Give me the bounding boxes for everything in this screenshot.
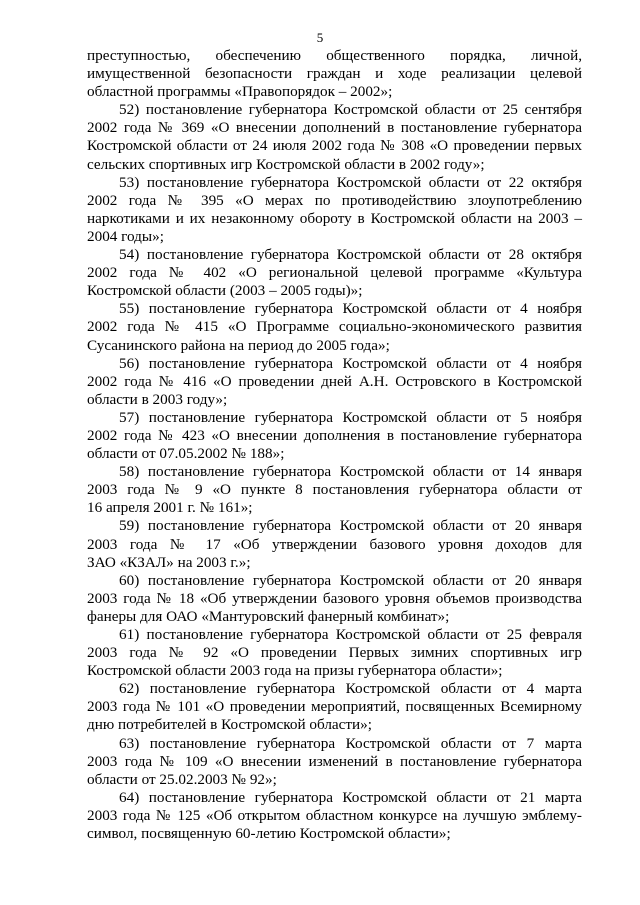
- text-line: символ, посвященную 60-летию Костромской области»;: [87, 825, 451, 843]
- text-line: 53) постановление губернатора Костромской области от 22 октября: [119, 173, 582, 191]
- text-line: 2002 года № 395 «О мерах по противодействию злоупотреблению: [87, 191, 582, 209]
- text-line: 61) постановление губернатора Костромской области от 25 февраля: [119, 626, 582, 643]
- text-line: наркотиками и их незаконному обороту в Костромской области на 2003 –: [87, 209, 582, 227]
- text-line: 2003 года № 17 «Об утверждении базового уровня доходов для: [87, 535, 582, 553]
- text-line: 62) постановление губернатора Костромской области от 4 марта: [119, 680, 582, 698]
- text-line: 2002 года № 369 «О внесении дополнений в постановление губернатора: [87, 119, 582, 137]
- text-line: Костромской области (2003 – 2005 годы)»;: [87, 282, 363, 300]
- page-number: 5: [316, 30, 324, 45]
- text-line: 57) постановление губернатора Костромской области от 5 ноября: [119, 408, 582, 426]
- text-line: областной программы «Правопорядок – 2002»;: [87, 83, 393, 101]
- text-line: области от 07.05.2002 № 188»;: [87, 445, 285, 463]
- text-line: имущественной безопасности граждан и ходе реализации целевой: [87, 65, 582, 83]
- text-line: области от 25.02.2003 № 92»;: [87, 770, 277, 788]
- text-line: 2003 года № 92 «О проведении Первых зимних спортивных игр: [87, 644, 582, 662]
- text-line: 2003 года № 101 «О проведении мероприятий, посвященных Всемирному: [87, 698, 582, 716]
- text-line: 2002 года № 416 «О проведении дней А.Н. Островского в Костромской: [87, 372, 582, 390]
- text-line: дню потребителей в Костромской области»;: [87, 716, 372, 734]
- text-line: фанеры для ОАО «Мантуровский фанерный комбинат»;: [87, 607, 450, 625]
- text-line: 2003 года № 125 «Об открытом областном конкурсе на лучшую эмблему-: [87, 806, 582, 824]
- text-line: 2002 года № 415 «О Программе социально-экономического развития: [87, 318, 582, 336]
- text-line: Костромской области 2003 года на призы губернатора области»;: [87, 662, 503, 680]
- text-line: 54) постановление губернатора Костромской области от 28 октября: [119, 246, 582, 264]
- text-line: 2003 года № 18 «Об утверждении базового уровня объемов производства: [87, 589, 582, 607]
- text-line: 55) постановление губернатора Костромской области от 4 ноября: [119, 300, 582, 318]
- text-line: 60) постановление губернатора Костромской области от 20 января: [119, 571, 582, 589]
- text-line: 16 апреля 2001 г. № 161»;: [87, 499, 253, 517]
- text-line: 2004 годы»;: [87, 227, 164, 245]
- text-line: 2002 года № 402 «О региональной целевой программе «Культура: [87, 264, 582, 282]
- document-body: [87, 47, 582, 843]
- text-line: сельских спортивных игр Костромской области в 2002 году»;: [87, 155, 485, 173]
- text-line: 63) постановление губернатора Костромской области от 7 марта: [119, 734, 582, 752]
- text-line: ЗАО «КЗАЛ» на 2003 г.»;: [87, 553, 251, 571]
- text-line: 2003 года № 9 «О пункте 8 постановления губернатора области от: [87, 481, 582, 499]
- text-line: Сусанинского района на период до 2005 года»;: [87, 336, 390, 354]
- text-line: 56) постановление губернатора Костромской области от 4 ноября: [119, 354, 582, 372]
- text-line: 58) постановление губернатора Костромской области от 14 января: [119, 463, 582, 481]
- text-line: Костромской области от 24 июля 2002 года № 308 «О проведении первых: [87, 137, 582, 155]
- text-line: преступностью, обеспечению общественного порядка, личной,: [87, 47, 582, 64]
- text-line: 2002 года № 423 «О внесении дополнения в постановление губернатора: [87, 426, 582, 444]
- text-line: 2003 года № 109 «О внесении изменений в постановление губернатора: [87, 752, 582, 770]
- text-line: 59) постановление губернатора Костромской области от 20 января: [119, 517, 582, 535]
- text-line: области в 2003 году»;: [87, 390, 228, 408]
- text-line: 64) постановление губернатора Костромской области от 21 марта: [119, 788, 582, 806]
- text-line: 52) постановление губернатора Костромской области от 25 сентября: [119, 101, 582, 119]
